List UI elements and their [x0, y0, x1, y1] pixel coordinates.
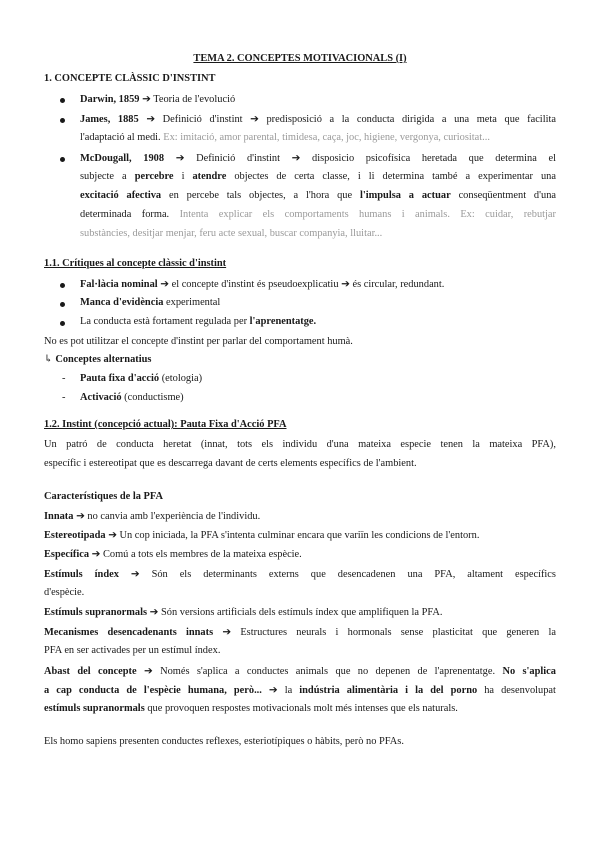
section-heading-1-1: 1.1. Crítiques al concepte clàssic d'instint: [44, 258, 227, 269]
alt-item-activacio: Activació (conductisme): [80, 392, 184, 403]
bullet-james-line2: l'adaptació al medi. Ex: imitació, amor parental, timidesa, caça, joc, higiene, vergonya, curiositat...: [80, 132, 490, 143]
alternatives-heading: ↳ Conceptes alternatius: [44, 354, 152, 365]
char-mecanismes-line2: PFA en ser activades per un estímul índex.: [44, 645, 221, 656]
note-text: No es pot utilitzar el concepte d'instint per parlar del comportament humà.: [44, 336, 353, 347]
char-abast-line3: estímuls supranormals que provoquen respostes motivacionals molt més intenses que els naturals.: [44, 703, 458, 714]
char-abast-line1: Abast del concepte ➔ Només s'aplica a conductes animals que no depenen de l'aprenentatge. No s'aplica: [44, 666, 556, 677]
final-statement: Els homo sapiens presenten conductes reflexes, esteriotípiques o hàbits, però no PFAs.: [44, 736, 404, 747]
section-heading-1: 1. CONCEPTE CLÀSSIC D'INSTINT: [44, 73, 216, 84]
characteristics-heading: Característiques de la PFA: [44, 491, 163, 502]
section-heading-1-2: 1.2. Instint (concepció actual): Pauta Fixa d'Acció PFA: [44, 419, 287, 430]
bullet-conducta: La conducta està fortament regulada per l'aprenentatge.: [80, 316, 317, 327]
pfa-definition-line2: específic i estereotipat que es descarrega davant de certs elements específics de l'ambient.: [44, 458, 417, 469]
dash-marker: -: [62, 392, 66, 403]
bullet-mcdougall-line5: substàncies, desitjar menjar, feru acte sexual, buscar companyia, lluitar...: [80, 228, 383, 239]
char-abast-line2: a cap conducta de l'espècie humana, però... ➔ la indústria alimentària i la del porno ha desenvolupat: [44, 685, 556, 696]
char-estimuls-supranormals: Estímuls supranormals ➔ Són versions artificials dels estímuls índex que amplifiquen la PFA.: [44, 607, 443, 618]
char-estereotipada: Estereotipada ➔ Un cop iniciada, la PFA s'intenta culminar encara que variïn les condicions de l'entorn.: [44, 530, 480, 541]
page-title: TEMA 2. CONCEPTES MOTIVACIONALS (I): [193, 53, 407, 64]
bullet-fallacia: Fal·làcia nominal ➔ el concepte d'instint és pseudoexplicatiu ➔ és circular, redundant.: [80, 279, 445, 290]
char-estimuls-index-line1: Estímuls índex ➔ Són els determinants externs que desencadenen una PFA, altament específics: [44, 569, 556, 580]
bullet-dot: [60, 321, 65, 326]
bullet-mcdougall-line1: McDougall, 1908 ➔ Definició d'instint ➔ disposicio psicofísica heretada que determina el: [80, 153, 556, 164]
bullet-darwin: Darwin, 1859 ➔ Teoria de l'evolució: [80, 94, 236, 105]
bullet-dot: [60, 283, 65, 288]
bullet-james-line1: James, 1885 ➔ Definició d'instint ➔ predisposició a la conducta dirigida a una meta que facilita: [80, 114, 556, 125]
dash-marker: -: [62, 373, 66, 384]
bullet-manca: Manca d'evidència experimental: [80, 297, 221, 308]
bullet-dot: [60, 98, 65, 103]
bullet-mcdougall-line3: excitació afectiva en percebe tals objectes, a l'hora que l'impulsa a actuar conseqüentment d'una: [80, 190, 556, 201]
bullet-mcdougall-line2: subjecte a percebre i atendre objectes de certa classe, i li determina també a experimentar una: [80, 171, 556, 182]
char-mecanismes-line1: Mecanismes desencadenants innats ➔ Estructures neurals i hormonals sense plasticitat que generen la: [44, 627, 556, 638]
pfa-definition-line1: Un patró de conducta heretat (innat, tots els individu d'una mateixa especie tenen la mateixa PFA),: [44, 439, 556, 450]
char-estimuls-index-line2: d'espècie.: [44, 587, 85, 598]
bullet-mcdougall-line4: determinada forma. Intenta explicar els comportaments humans i animals. Ex: cuidar, rebutjar: [80, 209, 557, 220]
bullet-dot: [60, 118, 65, 123]
char-especifica: Específica ➔ Comú a tots els membres de la mateixa espècie.: [44, 549, 302, 560]
char-innata: Innata ➔ no canvia amb l'experiència de l'individu.: [44, 511, 261, 522]
alt-item-pauta: Pauta fixa d'acció (etologia): [80, 373, 203, 384]
bullet-dot: [60, 157, 65, 162]
bullet-dot: [60, 302, 65, 307]
